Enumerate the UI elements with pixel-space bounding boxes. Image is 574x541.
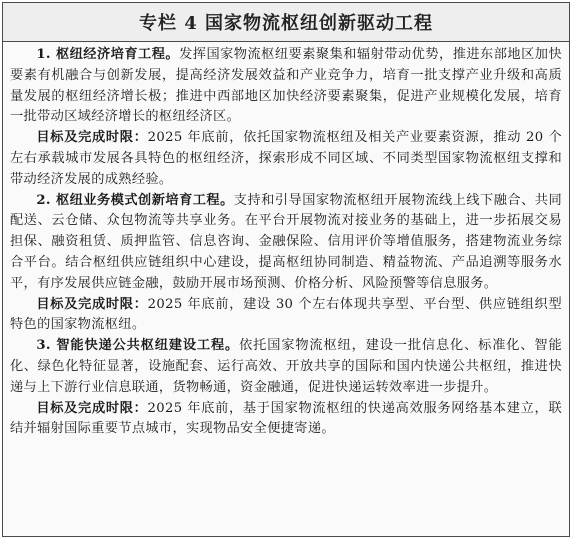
box-title: 专栏 4 国家物流枢纽创新驱动工程: [3, 3, 569, 42]
section-3-goal-text: 2025 年底前，基于国家物流枢纽的快递高效服务网络基本建立，联结并辐射国际重要节点城市，实现物品安全便捷寄递。: [10, 400, 562, 437]
section-3-heading: 3. 智能快递公共枢纽建设工程。: [36, 338, 240, 354]
section-2-goal-text: 2025 年底前，建设 30 个左右体现共享型、平台型、供应链组织型特色的国家物流枢纽。: [10, 296, 562, 333]
feature-box: [2, 2, 570, 537]
section-1-goal: [10, 128, 562, 190]
section-2-goal: [10, 295, 562, 337]
section-3-goal: [10, 399, 562, 441]
section-3-goal-label: 目标及完成时限：: [36, 400, 148, 416]
section-3-body: 依托国家物流枢纽，建设一批信息化、标准化、智能化、绿色化特征显著，设施配套、运行高效、开放共享的国际和国内快递公共枢纽，推进快递与上下游行业信息联通，货物畅通，资金融通，促进快递运转效率进一步提升。: [10, 338, 562, 395]
section-1-goal-label: 目标及完成时限：: [36, 130, 148, 146]
box-content: [3, 42, 569, 440]
section-2-paragraph: [10, 191, 562, 295]
section-2-heading: 2. 枢纽业务模式创新培育工程。: [36, 192, 234, 208]
section-1-body: 发挥国家物流枢纽要素聚集和辐射带动优势，推进东部地区加快要素有机融合与创新发展，提高经济发展效益和产业竞争力，培育一批支撑产业升级和高质量发展的枢纽经济增长极；推进中西部地区加快经济要素聚集，促进产业规模化发展，培育一批带动区域经济增长的枢纽经济区。: [10, 47, 562, 125]
section-2-body: 支持和引导国家物流枢纽开展物流线上线下融合、共同配送、云仓储、众包物流等共享业务。在平台开展物流对接业务的基础上，进一步拓展交易担保、融资租赁、质押监管、信息咨询、金融保险、信用评价等增值服务，搭建物流业务综合平台。结合枢纽供应链组织中心建设，提高枢纽协同制造、精益物流、产品追溯等服务水平，有序发展供应链金融，鼓励开展市场预测、价格分析、风险预警等信息服务。: [10, 192, 562, 291]
section-2-goal-label: 目标及完成时限：: [36, 296, 148, 312]
section-1-paragraph: [10, 45, 562, 128]
section-1-goal-text: 2025 年底前，依托国家物流枢纽及相关产业要素资源，推动 20 个左右承载城市发展各具特色的枢纽经济，探索形成不同区域、不同类型国家物流枢纽支撑和带动经济发展的成熟经验。: [10, 130, 562, 187]
section-3-paragraph: [10, 336, 562, 398]
section-1-heading: 1. 枢纽经济培育工程。: [36, 47, 180, 62]
